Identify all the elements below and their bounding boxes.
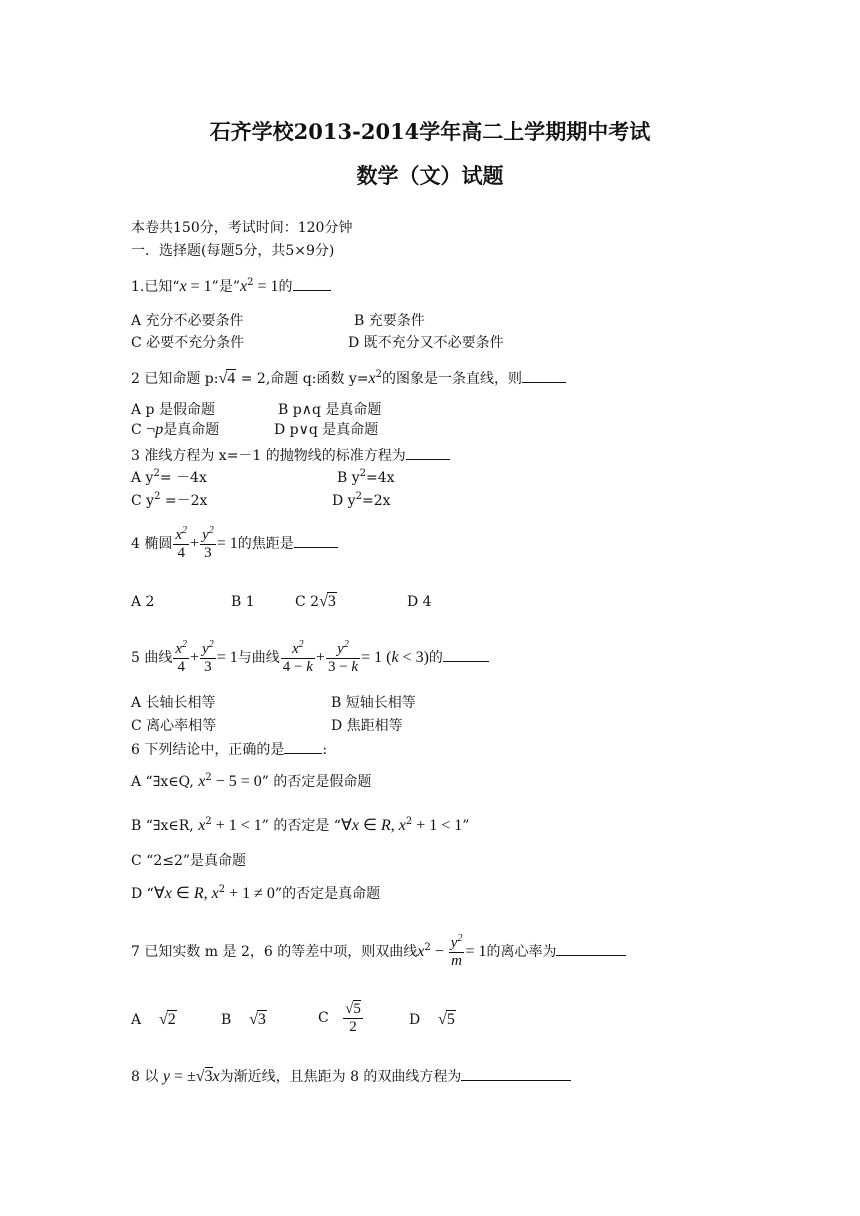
q5-option-a: A 长轴长相等 (131, 695, 216, 711)
question-1: 1.已知“x = 1”是$”x^2 = 1$的 (131, 277, 331, 296)
q1-option-c: C 必要不充分条件 (131, 335, 245, 351)
answer-blank (406, 446, 450, 460)
sqrt-3: √3 (249, 1011, 266, 1028)
q4-option-c: C 2√3 (295, 593, 336, 610)
q3-option-d: D $y^2=2x$ (332, 491, 391, 509)
fraction-y2-over-3: $\frac{y^2}{3}$ (202, 524, 214, 561)
answer-blank (294, 534, 338, 548)
q4-option-b: B 1 (231, 594, 255, 610)
q1-option-d: D 既不充分又不必要条件 (348, 335, 504, 351)
question-5: 5 曲线 $\frac{x^2}{4}$ + $\frac{y^2}{3}$ = 1与曲线 $\frac{x^2}{4 - k}$ + $\frac{y^2}{3 - k}$ = 1 (k < 3)的 (131, 638, 489, 678)
q6-option-c: C “2≤2”是真命题 (131, 853, 247, 869)
question-3: 3 准线方程为 x=－1 的抛物线的标准方程为 (131, 446, 450, 465)
q3-option-c: C $y^2 =-2x$ (131, 491, 208, 509)
q5-option-c: C 离心率相等 (131, 718, 217, 734)
answer-blank (284, 740, 322, 754)
q4-option-a: A 2 (131, 594, 155, 610)
q6-option-d: D “∀x ∈ R, $x^2 + 1 \ne 0$”的否定是真命题 (131, 884, 381, 902)
section-heading: 一．选择题(每题5分，共5×9分) (131, 243, 335, 259)
q2-option-c: C ¬p是真命题 (131, 421, 220, 438)
exam-title: 石齐学校2013-2014学年高二上学期期中考试 (209, 119, 651, 144)
q4-option-d: D 4 (407, 594, 432, 610)
question-4: 4 椭圆 $\frac{x^2}{4}$ + $\frac{y^2}{3}$ = 1的焦距是 (131, 524, 338, 564)
question-6: 6 下列结论中，正确的是 : (131, 742, 328, 758)
answer-blank (443, 648, 489, 662)
sqrt-5: √5 (438, 1011, 455, 1028)
q1-option-b: B 充要条件 (354, 313, 425, 329)
q7-option-b: B √3 (221, 1008, 267, 1032)
q1-option-a: A 充分不必要条件 (131, 313, 244, 329)
answer-blank (461, 1067, 571, 1081)
q3-option-a: A $y^2= -4x$ (131, 468, 207, 486)
answer-blank (522, 369, 566, 383)
sqrt-4: √4 (218, 370, 236, 387)
q2-option-a: A p 是假命题 (131, 402, 215, 418)
q2-option-b: B p∧q 是真命题 (278, 402, 382, 418)
answer-blank (556, 942, 626, 956)
question-2: 2 已知命题 p:√4 = 2,命题 q:函数 $y=x^2$的图象是一条直线，则 (131, 369, 566, 388)
answer-blank (293, 277, 331, 291)
q7-option-d: D √5 (409, 1008, 456, 1032)
q5-option-d: D 焦距相等 (331, 718, 403, 734)
question-7: 7 已知实数 m 是 2，6 的等差中项，则双曲线$x^2$ − $\frac{y^2}{m}$ = 1的离心率为 (131, 932, 626, 972)
q7-option-a: A √2 (131, 1008, 177, 1032)
q7-option-c: C $\frac{√5}{2}$ (318, 1000, 361, 1035)
question-8: 8 以 y = ±√3x为渐近线，且焦距为 8 的双曲线方程为 (131, 1066, 571, 1088)
q6-option-a: A “∃x∈Q, $x^2 - 5 = 0$” 的否定是假命题 (131, 772, 372, 790)
q3-option-b: B $y^2=4x$ (337, 468, 395, 486)
exam-info: 本卷共150分，考试时间：120分钟 (131, 220, 353, 236)
q5-option-b: B 短轴长相等 (331, 695, 416, 711)
q2-option-d: D p∨q 是真命题 (274, 422, 379, 438)
sqrt-3: √3 (319, 593, 336, 610)
exam-subtitle: 数学（文）试题 (356, 163, 504, 188)
fraction-x2-over-4: $\frac{x^2}{4}$ (175, 524, 188, 561)
q6-option-b: B “∃x∈R, $x^2 + 1 < 1$” 的否定是 “∀x ∈ R, $x^2 + 1 < 1$” (131, 816, 470, 834)
sqrt-2: √2 (158, 1011, 176, 1028)
